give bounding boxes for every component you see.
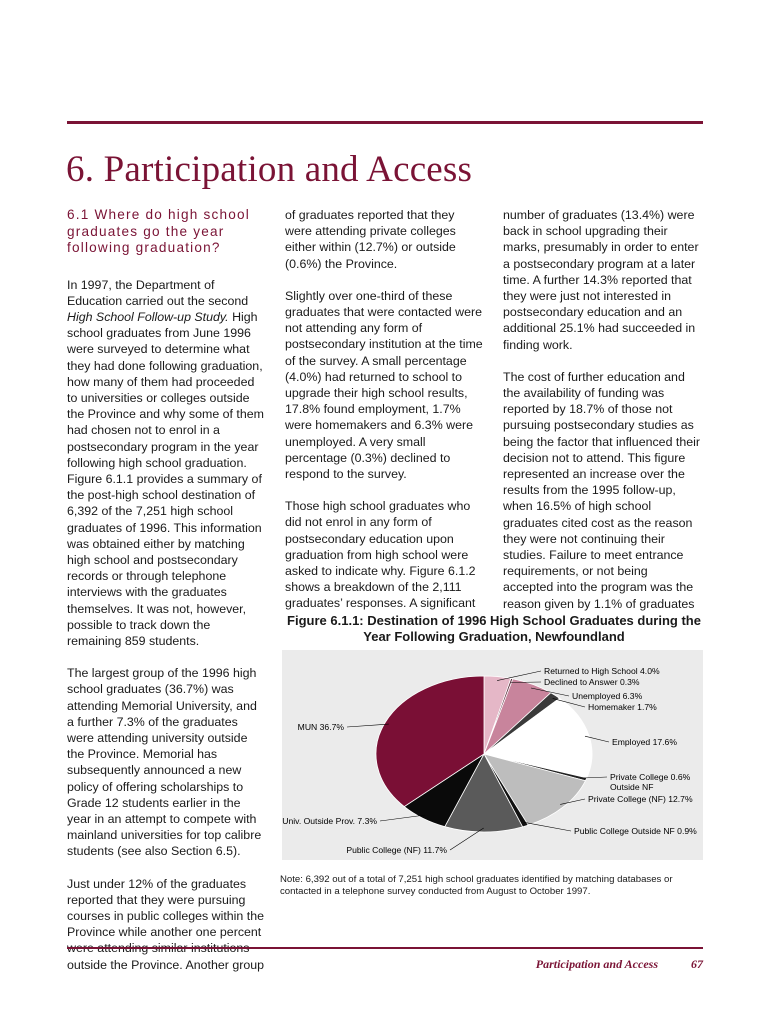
section-heading: 6.1 Where do high school graduates go the year following graduation?	[67, 207, 250, 255]
col1-paragraph-2: The largest group of the 1996 high school graduates (36.7%) was attending Memorial University, and a further 7.3% of the graduates were attending university outside the Province. Memorial has subsequently announced a new policy of offering scholarships to Grade 12 students earlier in the year in an attempt to compete with mainland universities for top calibre students (see also Section 6.5).	[67, 666, 262, 859]
col1-paragraph-1	[67, 277, 265, 650]
col1-paragraph-3: Just under 12% of the graduates reported that they were pursuing courses in public colleges within the Province while another one percent outside the Province. Another group	[67, 876, 265, 972]
figure-title-line-2: Year Following Graduation, Newfoundland	[363, 629, 625, 644]
col1-p1-text-a: In 1997, the Department of Education carried out the second	[67, 277, 249, 308]
col2-paragraph-2: Slightly over one-third of these graduates that were contacted were not attending any form of postsecondary institution at the time of the survey. A small percentage (4.0%) had returned to school to upgrade their high school results, 17.8% found employment, 1.7% were homemakers and 6.3% were unemployed. A very small percentage (0.3%) declined to respond to the survey.	[285, 288, 483, 482]
column-2	[285, 207, 483, 628]
col3-paragraph-2: The cost of further education and the availability of funding was reported by 18.7% of those not pursuing postsecondary studies as being the factor that influenced their decision not to attend. This figure represented an increase over the results from the 1995 follow-up, when 16.5% of high school graduates cited cost as the reason they were not continuing their studies. Failure to meet entrance requirements, or not being accepted into the program was the reason given by 1.1% of graduates	[503, 369, 701, 611]
pie-slice-label: Univ. Outside Prov. 7.3%	[282, 816, 377, 826]
pie-slice-label: Declined to Answer 0.3%	[544, 677, 640, 687]
column-3	[503, 207, 701, 628]
figure-title-line-1: Figure 6.1.1: Destination of 1996 High School Graduates during the	[287, 613, 701, 628]
pie-chart-svg	[282, 650, 703, 860]
col3-paragraph-1: number of graduates (13.4%) were back in school upgrading their marks, presumably in order to enter a postsecondary program at a later time. A further 14.3% reported that they were just not interested in postsecondary education and an additional 25.1% had succeeded in finding work.	[503, 208, 699, 352]
figure-title	[285, 613, 703, 645]
top-rule	[67, 121, 703, 124]
col2-paragraph-1: of graduates reported that they were attending private colleges either within (12.7%) or outside (0.6%) the Province.	[285, 208, 456, 271]
col2-paragraph-3: Those high school graduates who did not enrol in any form of postsecondary education upon graduation from high school were asked to indicate why. Figure 6.1.2 shows a breakdown of the 2,111 graduates’ responses. A significant	[285, 499, 476, 611]
pie-slice-label: Unemployed 6.3%	[572, 691, 643, 701]
chapter-title: 6. Participation and Access	[66, 149, 473, 190]
pie-slice-label: Public College Outside NF 0.9%	[574, 826, 697, 836]
pie-slice-label: Returned to High School 4.0%	[544, 666, 660, 676]
pie-slice-label: Employed 17.6%	[612, 737, 677, 747]
pie-slice-label: Private College (NF) 12.7%	[588, 794, 693, 804]
pie-slice-label: MUN 36.7%	[297, 722, 344, 732]
pie-slice-label: Public College (NF) 11.7%	[346, 845, 447, 855]
pie-slice-label: Homemaker 1.7%	[588, 702, 657, 712]
pie-chart	[282, 650, 703, 860]
figure-note: Note: 6,392 out of a total of 7,251 high school graduates identified by matching databases or contacted in a telephone survey conducted from August to October 1997.	[280, 874, 673, 897]
column-1	[67, 207, 265, 989]
study-title-italic: High School Follow-up Study.	[67, 309, 229, 324]
bottom-rule	[67, 947, 703, 949]
page-number: 67	[691, 957, 703, 971]
footer-title: Participation and Access	[535, 957, 658, 971]
pie-slice-label: Private College 0.6% Outside NF	[610, 772, 691, 792]
col1-p1-text-b: High school graduates from June 1996 were surveyed to determine what they had done following graduation, how many of them had proceeded to universities or colleges outside the Province and why some of them had chosen not to enrol in a postsecondary program in the year following high school graduation. Figure 6.1.1 provides a summary of the post-high school destination of 6,392 of the 7,251 high school graduates of 1996. This information was obtained either by matching high school and postsecondary records or through telephone interviews with the graduates themselves. It was not, however, possible to track down the remaining 859 students.	[67, 309, 264, 648]
